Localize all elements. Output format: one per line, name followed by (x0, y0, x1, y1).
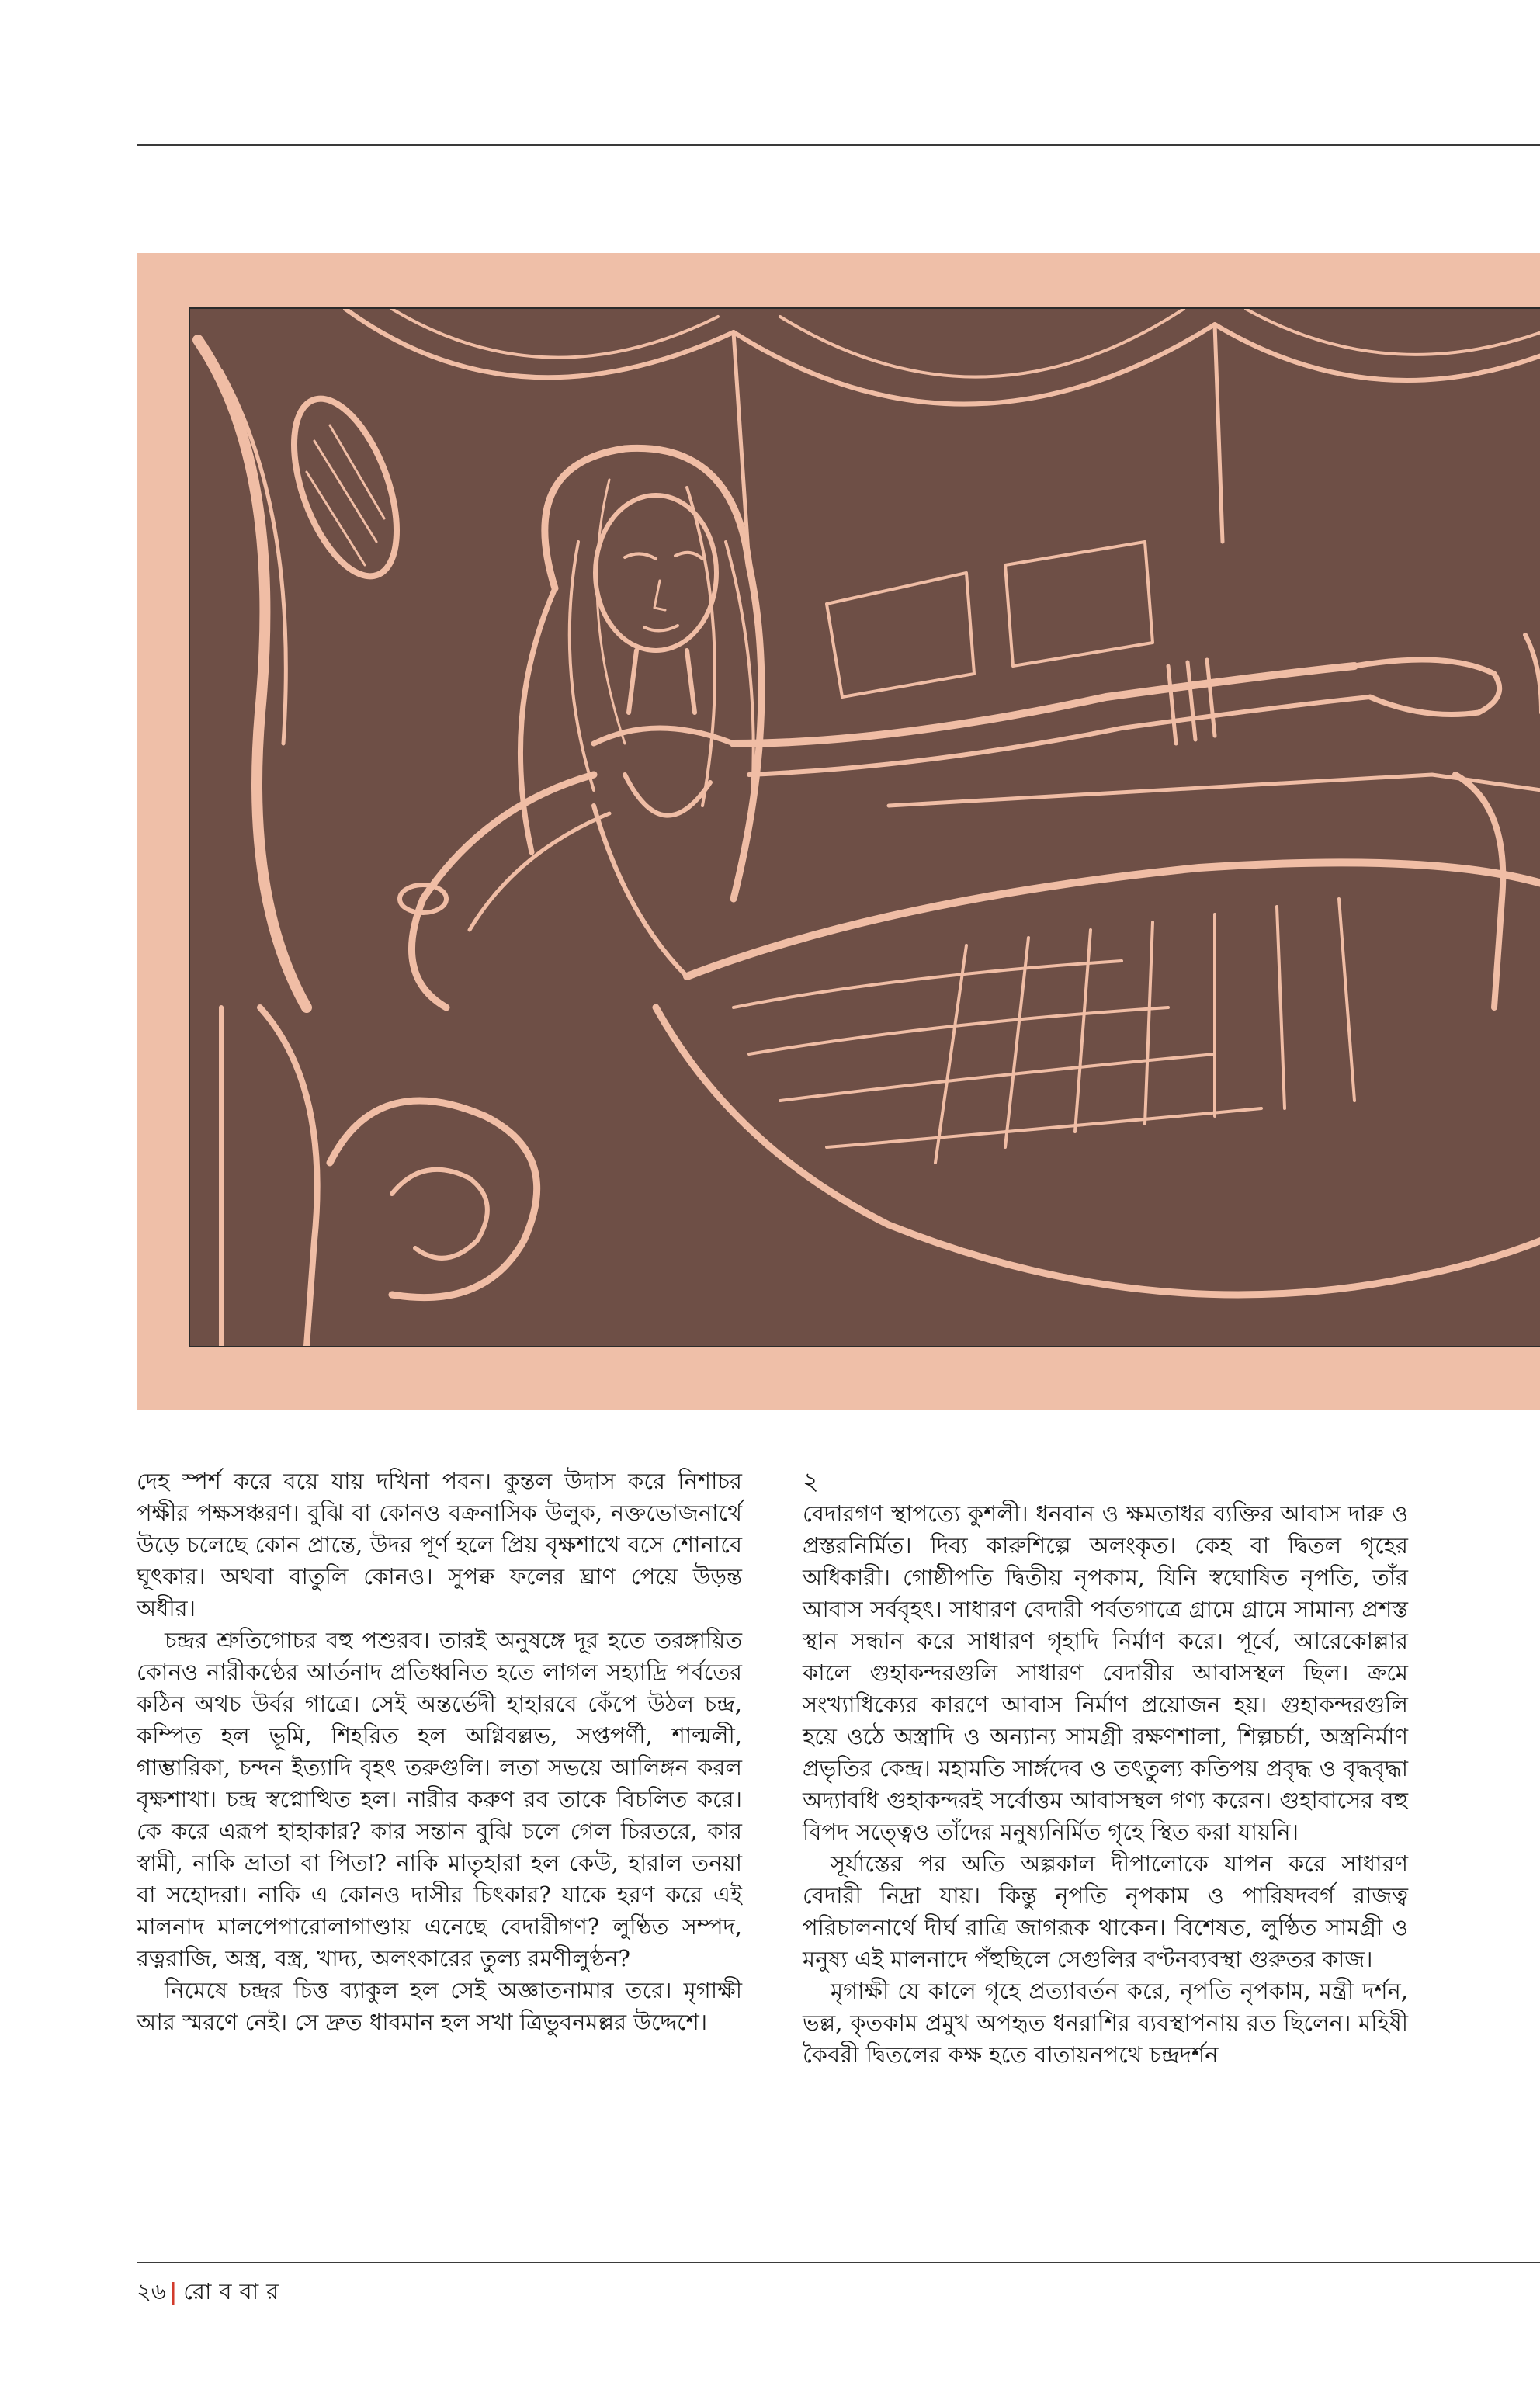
right-text-column (803, 1465, 1408, 2071)
magazine-name: রোববার (183, 2278, 287, 2305)
woman-reclining-sketch-illustration-icon (189, 307, 1540, 1347)
page-number: ২৬ (137, 2278, 166, 2305)
section-number: ২ (803, 1466, 819, 1496)
page-footer (137, 2277, 286, 2305)
bottom-rule (137, 2262, 1540, 2263)
paragraph: মৃগাক্ষী যে কালে গৃহে প্রত্যাবর্তন করে, নৃপতি নৃপকাম, মন্ত্রী দর্শন, ভল্ল, কৃতকাম প্রমুখ অপহৃত ধনরাশির ব্যবস্থাপনায় রত ছিলেন। মহিষী কৈবরী দ্বিতলের কক্ষ হতে বাতায়নপথে চন্দ্রদর্শন (803, 1978, 1408, 2068)
paragraph: চন্দ্রর শ্রুতিগোচর বহু পশুরব। তারই অনুষঙ্গে দূর হতে তরঙ্গায়িত কোনও নারীকণ্ঠের আর্তনাদ প্রতিধ্বনিত হতে লাগল সহ্যাদ্রি পর্বতের কঠিন অথচ উর্বর গাত্রে। সেই অন্তর্ভেদী হাহারবে কেঁপে উঠল চন্দ্র, কম্পিত হল ভূমি, শিহরিত হল অগ্নিবল্লভ, সপ্তপর্ণী, শাল্মলী, গাম্ভারিকা, চন্দন ইত্যাদি বৃহৎ তরুগুলি। লতা সভয়ে আলিঙ্গন করল বৃক্ষশাখা। চন্দ্র স্বপ্নোত্থিত হল। নারীর করুণ রব তাকে বিচলিত করে। কে করে এরূপ হাহাকার? কার সন্তান বুঝি চলে গেল চিরতরে, কার স্বামী, নাকি ভ্রাতা বা পিতা? নাকি মাতৃহারা হল কেউ, হারাল তনয়া বা সহোদরা। নাকি এ কোনও দাসীর চিৎকার? যাকে হরণ করে এই মালনাদ মালপেপারোলাগাণ্ডায় এনেছে বেদারীগণ? লুণ্ঠিত সম্পদ, রত্নরাজি, অস্ত্র, বস্ত্র, খাদ্য, অলংকারের তুল্য রমণীলুণ্ঠন? (137, 1627, 742, 1972)
paragraph: সূর্যাস্তের পর অতি অল্পকাল দীপালোকে যাপন করে সাধারণ বেদারী নিদ্রা যায়। কিন্তু নৃপতি নৃপকাম ও পারিষদবর্গ রাজত্ব পরিচালনার্থে দীর্ঘ রাত্রি জাগরূক থাকেন। বিশেষত, লুণ্ঠিত সামগ্রী ও মনুষ্য এই মালনাদে পঁহুছিলে সেগুলির বণ্টনব্যবস্থা গুরুতর কাজ। (803, 1850, 1408, 1972)
paragraph: দেহ স্পর্শ করে বয়ে যায় দখিনা পবন। কুন্তল উদাস করে নিশাচর পক্ষীর পক্ষসঞ্চরণ। বুঝি বা কোনও বক্রনাসিক উলুক, নক্তভোজনার্থে উড়ে চলেছে কোন প্রান্তে, উদর পূর্ণ হলে প্রিয় বৃক্ষশাখে বসে শোনাবে ঘূৎকার। অথবা বাতুলি কোনও। সুপক্ব ফলের ঘ্রাণ পেয়ে উড়ন্ত অধীর। (137, 1468, 743, 1621)
paragraph: বেদারগণ স্থাপত্যে কুশলী। ধনবান ও ক্ষমতাধর ব্যক্তির আবাস দারু ও প্রস্তরনির্মিত। দিব্য কারুশিল্পে অলংকৃত। কেহ বা দ্বিতল গৃহের অধিকারী। গোষ্ঠীপতি দ্বিতীয় নৃপকাম, যিনি স্বঘোষিত নৃপতি, তাঁর আবাস সর্ববৃহৎ। সাধারণ বেদারী পর্বতগাত্রে গ্রামে গ্রামে সামান্য প্রশস্ত স্থান সন্ধান করে সাধারণ গৃহাদি নির্মাণ করে। পূর্বে, আরেকোল্লার কালে গুহাকন্দরগুলি সাধারণ বেদারীর আবাসস্থল ছিল। ক্রমে সংখ্যাধিক্যের কারণে আবাস নির্মাণ প্রয়োজন হয়। গুহাকন্দরগুলি হয়ে ওঠে অস্ত্রাদি ও অন্যান্য সামগ্রী রক্ষণশালা, শিল্পচর্চা, অস্ত্রনির্মাণ প্রভৃতির কেন্দ্র। মহামতি সার্ঙ্গদেব ও তৎতুল্য কতিপয় প্রবৃদ্ধ ও বৃদ্ধবৃদ্ধা অদ্যাবধি গুহাকন্দরই সর্বোত্তম আবাসস্থল গণ্য করেন। গুহাবাসের বহু বিপদ সত্ত্বেও তাঁদের মনুষ্যনির্মিত গৃহে স্থিত করা যায়নি। (803, 1500, 1408, 1845)
left-text-column (137, 1465, 742, 2038)
top-rule (137, 144, 1540, 146)
footer-separator: | (168, 2278, 178, 2305)
paragraph: নিমেষে চন্দ্রর চিত্ত ব্যাকুল হল সেই অজ্ঞাতনামার তরে। মৃগাক্ষী আর স্মরণে নেই। সে দ্রুত ধাবমান হল সখা ত্রিভুবনমল্লর উদ্দেশে। (137, 1977, 742, 2035)
